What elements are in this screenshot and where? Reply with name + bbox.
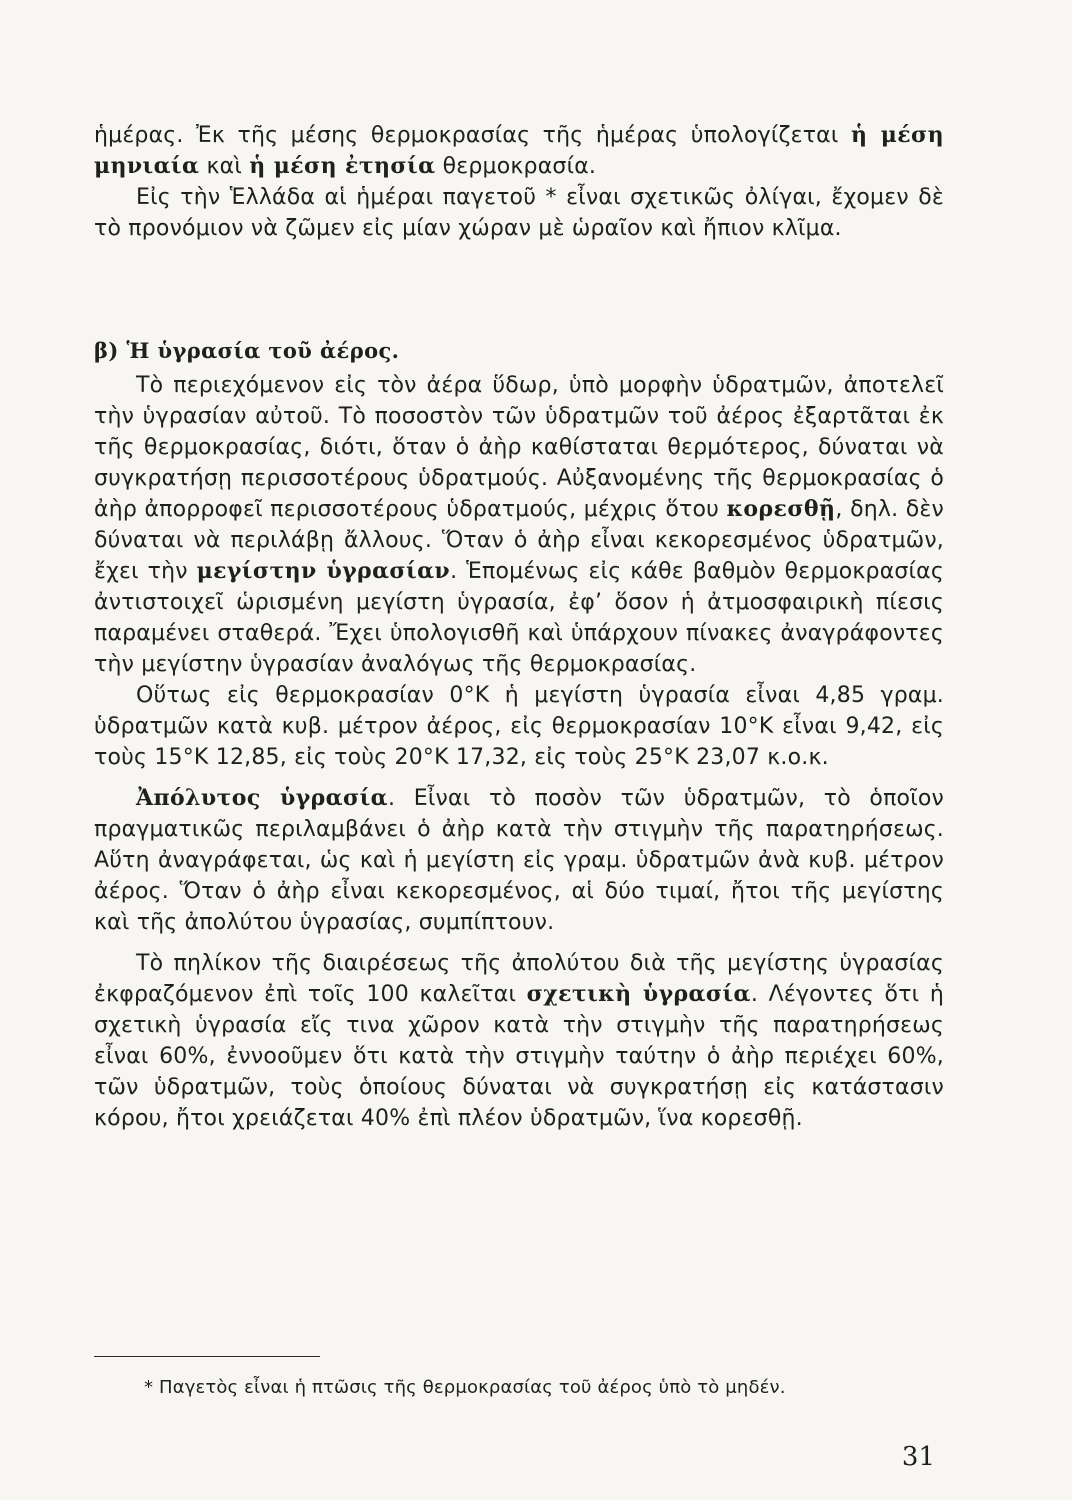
absolute-humidity-text: . Εἶναι τὸ ποσὸν τῶν ὑδρατμῶν, τὸ ὁποῖον πραγματικῶς περιλαμβάνει ὁ ἀὴρ κατὰ τὴν στιγμὴν τῆς παρατηρήσεως. Αὕτη ἀναγράφεται, ὡς καὶ ἡ μεγίστη εἰς γραμ. ὑδρατμῶν ἀνὰ κυβ. μέτρον ἀέρος. Ὅταν ὁ ἀὴρ εἶναι κεκορεσμένος, αἱ δύο τιμαί, ἤτοι τῆς μεγίστης καὶ τῆς ἀπολύτου ὑγρασίας, συμπίπτουν.: [94, 786, 944, 935]
continuation-paragraph: [94, 120, 944, 182]
body-top-text: [94, 120, 944, 244]
relative-humidity-term: σχετικὴ ὑγρασία: [526, 981, 751, 1007]
greece-paragraph: Εἰς τὴν Ἑλλάδα αἱ ἡμέραι παγετοῦ * εἶναι σχετικῶς ὀλίγαι, ἔχομεν δὲ τὸ προνόμιον νὰ ζῶμεν εἰς μίαν χώραν μὲ ὡραῖον καὶ ἤπιον κλῖμα.: [94, 185, 944, 241]
page-number: 31: [901, 1442, 935, 1472]
relative-humidity-paragraph: [94, 948, 944, 1134]
annual-mean-term: ἡ μέση ἐτησία: [249, 153, 436, 179]
humidity-text-3: . Ἑπομένως εἰς κάθε βαθμὸν θερμοκρασίας ἀντιστοιχεῖ ὡρισμένη μεγίστη ὑγρασία, ἐφ’ ὅσον ἡ ἀτμοσφαιρικὴ πίεσις παραμένει σταθερά. Ἔχει ὑπολογισθῆ καὶ ὑπάρχουν πίνακες ἀναγράφοντες τὴν μεγίστην ὑγρασίαν ἀναλόγως τῆς θερμοκρασίας.: [94, 559, 944, 677]
saturated-term: κορεσθῇ: [726, 496, 836, 522]
footnote-divider: [94, 1356, 320, 1357]
continuation-text-end: θερμοκρασία.: [435, 154, 597, 179]
continuation-text-start: ἡμέρας. Ἐκ τῆς μέσης θερμοκρασίας τῆς ἡμέρας ὑπολογίζεται: [94, 123, 851, 148]
humidity-text-1: Τὸ περιεχόμενον εἰς τὸν ἀέρα ὕδωρ, ὑπὸ μορφὴν ὑδρατμῶν, ἀποτελεῖ τὴν ὑγρασίαν αὐτοῦ. Τὸ ποσοστὸν τῶν ὑδρατμῶν τοῦ ἀέρος ἐξαρτᾶται ἐκ τῆς θερμοκρασίας, διότι, ὅταν ὁ ἀὴρ καθίσταται θερμότερος, δύναται νὰ συγκρατήσῃ περισσοτέρους ὑδρατμούς. Αὐξανομένης τῆς θερμοκρασίας ὁ ἀὴρ ἀπορροφεῖ περισσοτέρους ὑδρατμούς, μέχρις ὅτου: [94, 373, 944, 522]
temperature-paragraph: Οὕτως εἰς θερμοκρασίαν 0°Κ ἡ μεγίστη ὑγρασία εἶναι 4,85 γραμ. ὑδρατμῶν κατὰ κυβ. μέτρον ἀέρος, εἰς θερμοκρασίαν 10°Κ εἶναι 9,42, εἰς τοὺς 15°Κ 12,85, εἰς τοὺς 20°Κ 17,32, εἰς τοὺς 25°Κ 23,07 κ.ο.κ.: [94, 683, 944, 770]
relative-humidity-text-2: . Λέγοντες ὅτι ἡ σχετικὴ ὑγρασία εἴς τινα χῶρον κατὰ τὴν στιγμὴν τῆς παρατηρήσεως εἶναι 60%, ἐννοοῦμεν ὅτι κατὰ τὴν στιγμὴν ταύτην ὁ ἀὴρ περιέχει 60%, τῶν ὑδρατμῶν, τοὺς ὁποίους δύναται νὰ συγκρατήσῃ εἰς κατάστασιν κόρου, ἤτοι χρειάζεται 40% ἐπὶ πλέον ὑδρατμῶν, ἵνα κορεσθῇ.: [94, 982, 944, 1131]
continuation-text-middle: καὶ: [199, 154, 250, 179]
humidity-text-2: , δηλ. δὲν δύναται νὰ περιλάβῃ ἄλλους. Ὅταν ὁ ἀὴρ εἶναι κεκορεσμένος ὑδρατμῶν, ἔχει τὴν: [94, 497, 944, 584]
body-main-text: [94, 370, 944, 1134]
section-heading: β) Ἡ ὑγρασία τοῦ ἀέρος.: [94, 338, 400, 363]
absolute-humidity-term: Ἀπόλυτος ὑγρασία: [136, 785, 389, 811]
relative-humidity-text-1: Τὸ πηλίκον τῆς διαιρέσεως τῆς ἀπολύτου διὰ τῆς μεγίστης ὑγρασίας ἐκφραζόμενον ἐπὶ τοῖς 100 καλεῖται: [94, 951, 944, 1007]
footnote: * Παγετὸς εἶναι ἡ πτῶσις τῆς θερμοκρασίας τοῦ ἀέρος ὑπὸ τὸ μηδέν.: [144, 1377, 786, 1398]
humidity-paragraph: [94, 370, 944, 680]
maximum-humidity-term: μεγίστην ὑγρασίαν: [196, 558, 451, 584]
absolute-humidity-paragraph: [94, 783, 944, 938]
monthly-mean-term: ἡ μέση μηνιαία: [94, 122, 944, 179]
